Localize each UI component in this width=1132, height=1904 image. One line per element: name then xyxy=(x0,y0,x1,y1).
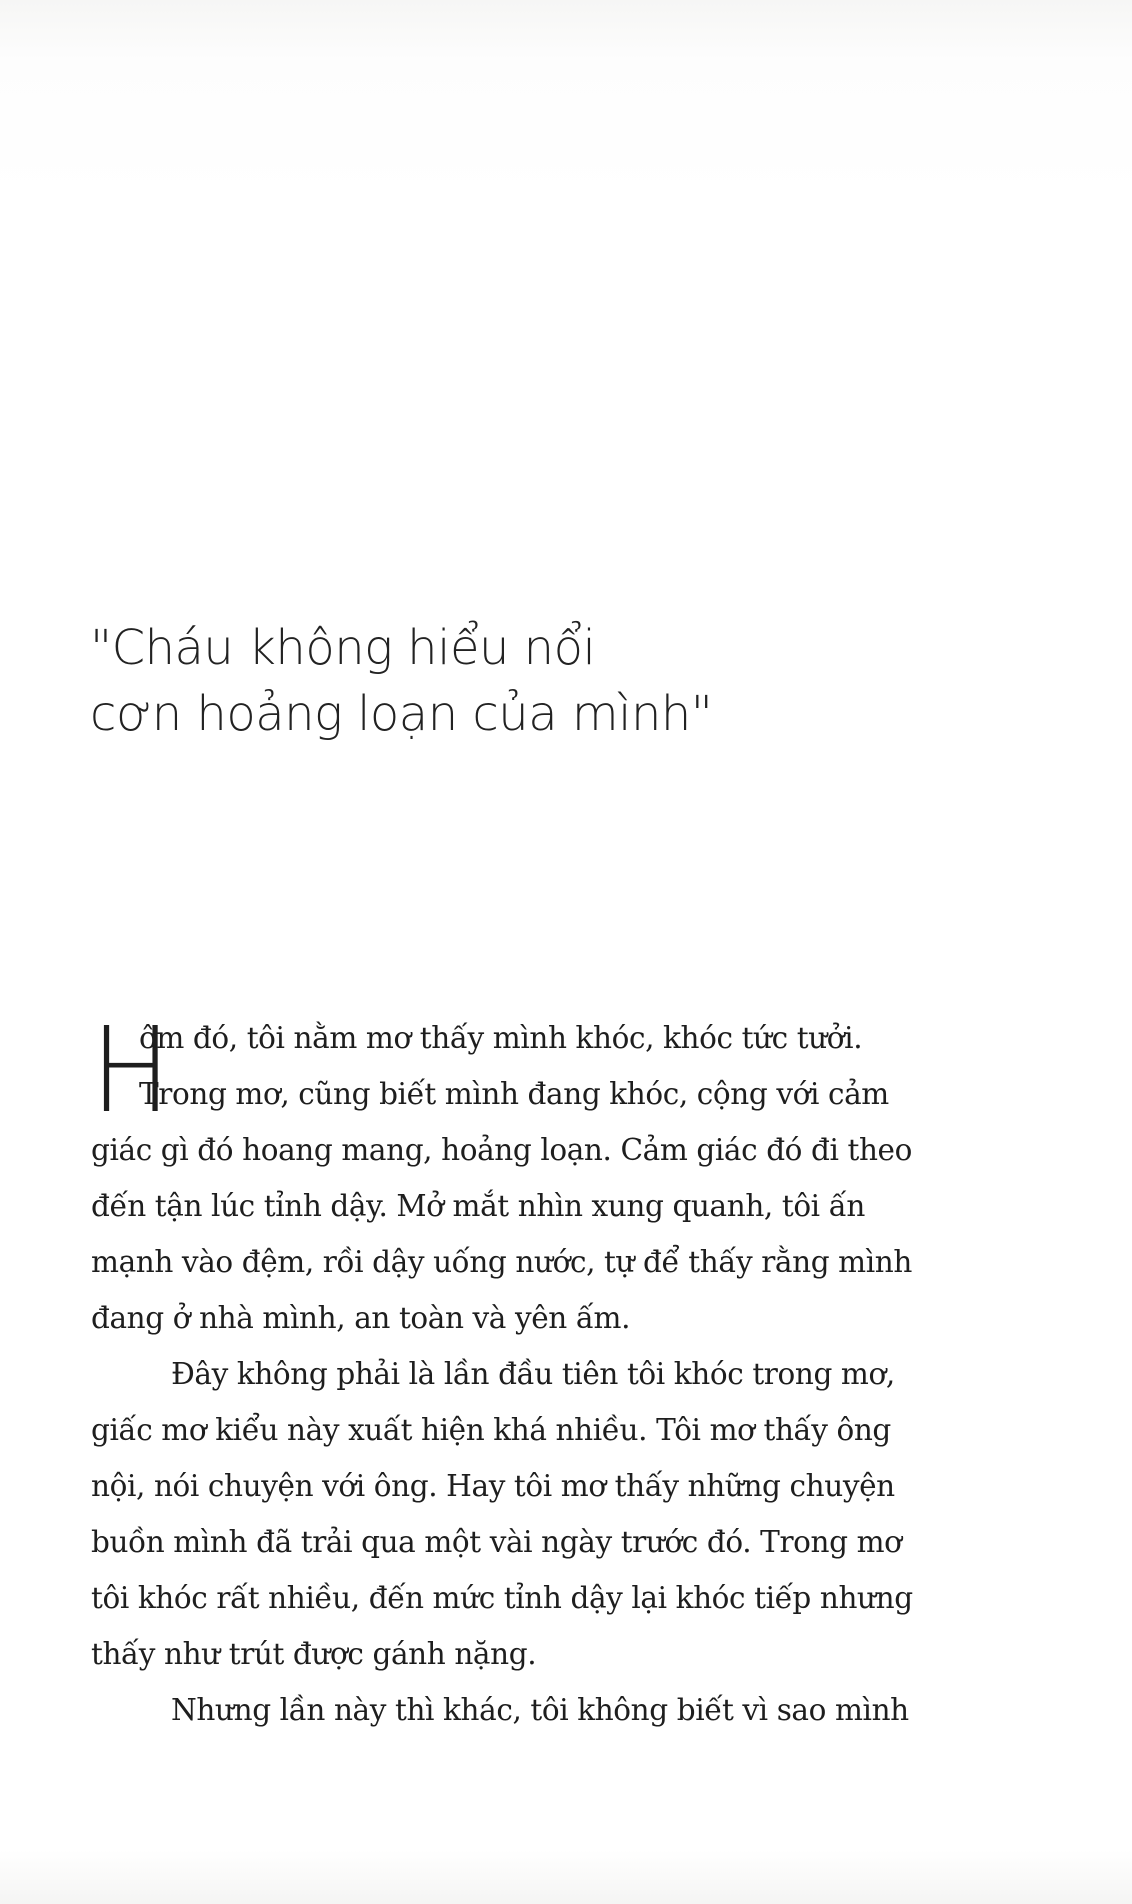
text-line: tôi khóc rất nhiều, đến mức tỉnh dậy lại khóc tiếp nhưng xyxy=(91,1581,913,1615)
paragraph-3 xyxy=(91,1682,1003,1738)
body-text xyxy=(91,1001,1003,1738)
text-line: đang ở nhà mình, an toàn và yên ấm. xyxy=(91,1301,631,1335)
text-line: Đây không phải là lần đầu tiên tôi khóc trong mơ, xyxy=(171,1357,895,1391)
text-line: đến tận lúc tỉnh dậy. Mở mắt nhìn xung quanh, tôi ấn xyxy=(91,1189,865,1223)
text-line: giấc mơ kiểu này xuất hiện khá nhiều. Tôi mơ thấy ông xyxy=(91,1413,891,1447)
text-line: Nhưng lần này thì khác, tôi không biết vì sao mình xyxy=(171,1693,909,1727)
page-edge-shadow xyxy=(0,1850,1132,1904)
text-line: Trong mơ, cũng biết mình đang khóc, cộng với cảm xyxy=(139,1077,889,1111)
text-line: ôm đó, tôi nằm mơ thấy mình khóc, khóc tức tưởi. xyxy=(139,1021,863,1055)
text-line: buồn mình đã trải qua một vài ngày trước đó. Trong mơ xyxy=(91,1525,902,1559)
chapter-title xyxy=(90,615,990,747)
paragraph-2 xyxy=(91,1346,1003,1682)
text-line: mạnh vào đệm, rồi dậy uống nước, tự để thấy rằng mình xyxy=(91,1245,912,1279)
paragraph-1 xyxy=(91,1001,1003,1346)
chapter-title-line-2: cơn hoảng loạn của mình" xyxy=(90,686,713,742)
drop-cap: H xyxy=(91,1001,171,1139)
text-line: thấy như trút được gánh nặng. xyxy=(91,1637,537,1671)
text-line: giác gì đó hoang mang, hoảng loạn. Cảm giác đó đi theo xyxy=(91,1133,912,1167)
chapter-title-line-1: "Cháu không hiểu nổi xyxy=(90,620,596,676)
text-line: nội, nói chuyện với ông. Hay tôi mơ thấy những chuyện xyxy=(91,1469,895,1503)
